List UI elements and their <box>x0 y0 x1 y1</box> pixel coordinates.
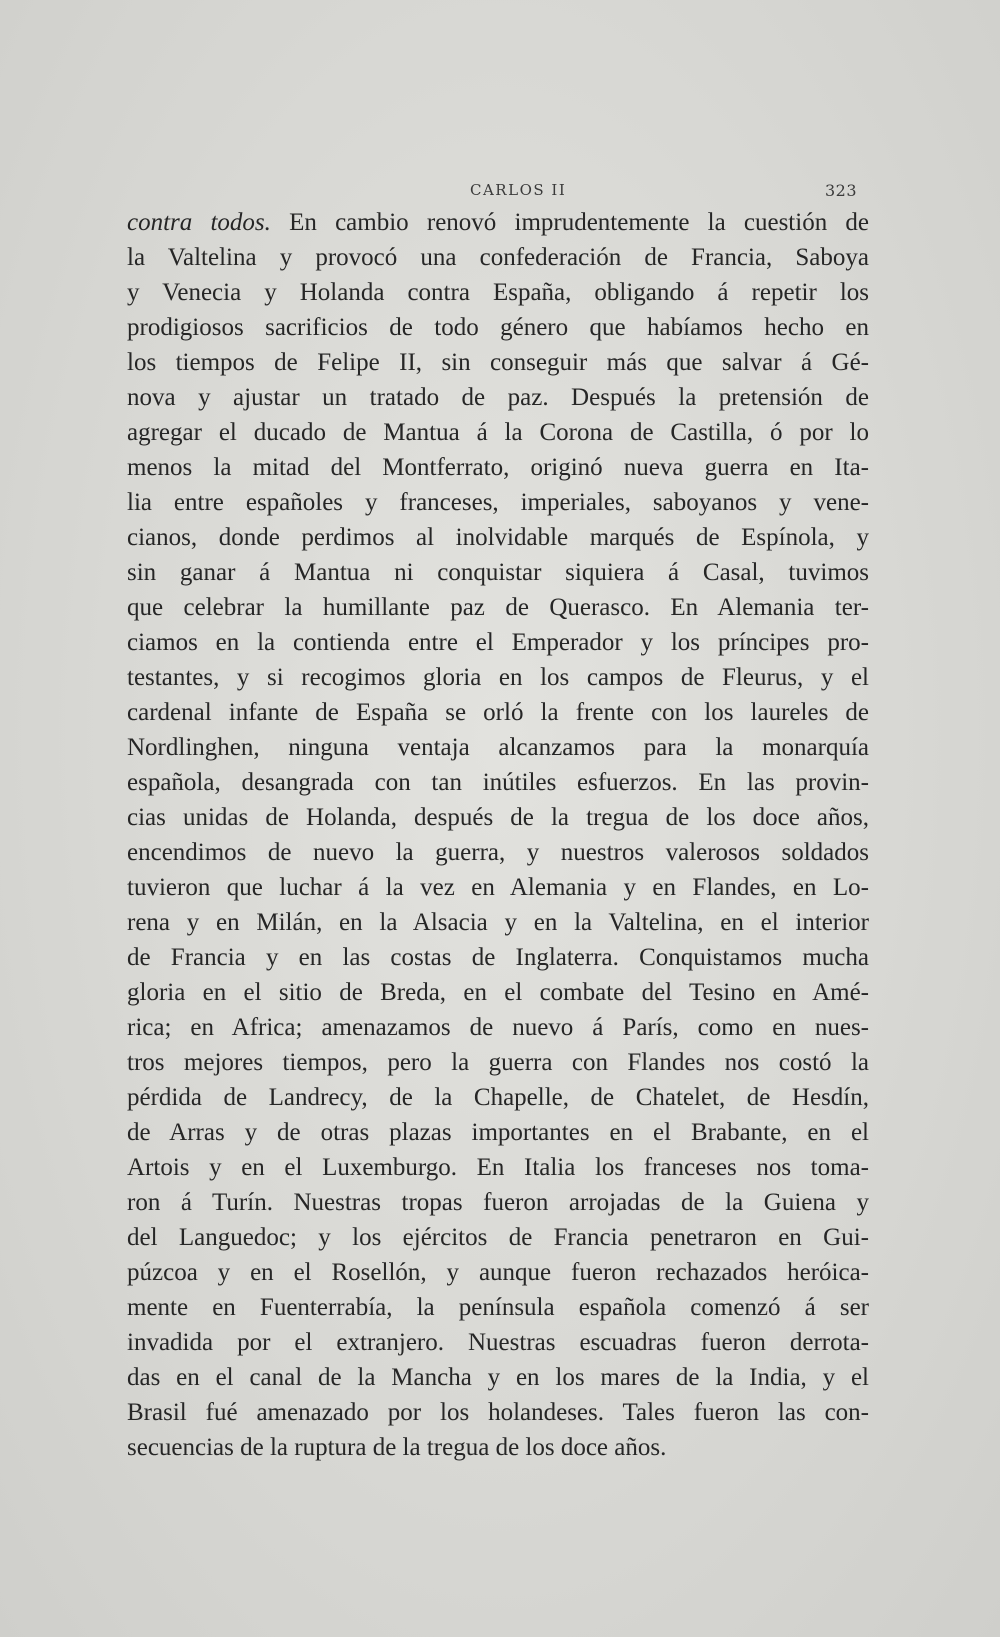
text-line: encendimos de nuevo la guerra, y nuestros valerosos soldados <box>127 839 869 866</box>
text-line: gloria en el sitio de Breda, en el combate del Tesino en Amé- <box>127 979 869 1006</box>
text-line <box>127 205 869 240</box>
text-line: lia entre españoles y franceses, imperiales, saboyanos y vene- <box>127 489 869 516</box>
text-line: menos la mitad del Montferrato, originó nueva guerra en Ita- <box>127 454 869 481</box>
text-line: ron á Turín. Nuestras tropas fueron arrojadas de la Guiena y <box>127 1189 869 1216</box>
text-line: rica; en Africa; amenazamos de nuevo á París, como en nues- <box>127 1014 869 1041</box>
italic-text: contra todos. <box>127 209 271 236</box>
text-line: pérdida de Landrecy, de la Chapelle, de Chatelet, de Hesdín, <box>127 1084 869 1111</box>
text-line: Nordlinghen, ninguna ventaja alcanzamos para la monarquía <box>127 734 869 761</box>
text-line: española, desangrada con tan inútiles esfuerzos. En las provin- <box>127 769 869 796</box>
text-line: rena y en Milán, en la Alsacia y en la Valtelina, en el interior <box>127 909 869 936</box>
running-title: CARLOS II <box>470 181 567 199</box>
text-line: púzcoa y en el Rosellón, y aunque fueron rechazados heróica- <box>127 1259 869 1286</box>
text-line: das en el canal de la Mancha y en los mares de la India, y el <box>127 1364 869 1391</box>
text-line: cianos, donde perdimos al inolvidable marqués de Espínola, y <box>127 524 869 551</box>
text-line: invadida por el extranjero. Nuestras escuadras fueron derrota- <box>127 1329 869 1356</box>
text-line: de Francia y en las costas de Inglaterra. Conquistamos mucha <box>127 944 869 971</box>
text-line: la Valtelina y provocó una confederación de Francia, Saboya <box>127 244 869 271</box>
text-line: ciamos en la contienda entre el Emperador y los príncipes pro- <box>127 629 869 656</box>
text-line: tros mejores tiempos, pero la guerra con Flandes nos costó la <box>127 1049 869 1076</box>
text-line: nova y ajustar un tratado de paz. Después la pretensión de <box>127 384 869 411</box>
text-line: del Languedoc; y los ejércitos de Francia penetraron en Gui- <box>127 1224 869 1251</box>
line-text: En cambio renovó imprudentemente la cuestión de <box>270 209 869 236</box>
text-lines <box>127 240 869 1465</box>
running-head <box>140 175 860 205</box>
text-line: agregar el ducado de Mantua á la Corona de Castilla, ó por lo <box>127 419 869 446</box>
text-line: Artois y en el Luxemburgo. En Italia los franceses nos toma- <box>127 1154 869 1181</box>
text-line: testantes, y si recogimos gloria en los campos de Fleurus, y el <box>127 664 869 691</box>
text-line: y Venecia y Holanda contra España, obligando á repetir los <box>127 279 869 306</box>
text-line: mente en Fuenterrabía, la península española comenzó á ser <box>127 1294 869 1321</box>
text-line: prodigiosos sacrificios de todo género que habíamos hecho en <box>127 314 869 341</box>
text-line: que celebrar la humillante paz de Querasco. En Alemania ter- <box>127 594 869 621</box>
text-line: cias unidas de Holanda, después de la tregua de los doce años, <box>127 804 869 831</box>
text-line: los tiempos de Felipe II, sin conseguir más que salvar á Gé- <box>127 349 869 376</box>
text-line: cardenal infante de España se orló la frente con los laureles de <box>127 699 869 726</box>
page-number: 323 <box>824 181 857 200</box>
text-line: sin ganar á Mantua ni conquistar siquiera á Casal, tuvimos <box>127 559 869 586</box>
text-line: Brasil fué amenazado por los holandeses. Tales fueron las con- <box>127 1399 869 1426</box>
body-text <box>127 205 869 1465</box>
text-line: tuvieron que luchar á la vez en Alemania y en Flandes, en Lo- <box>127 874 869 901</box>
text-line: de Arras y de otras plazas importantes en el Brabante, en el <box>127 1119 869 1146</box>
text-line: secuencias de la ruptura de la tregua de los doce años. <box>127 1434 667 1461</box>
